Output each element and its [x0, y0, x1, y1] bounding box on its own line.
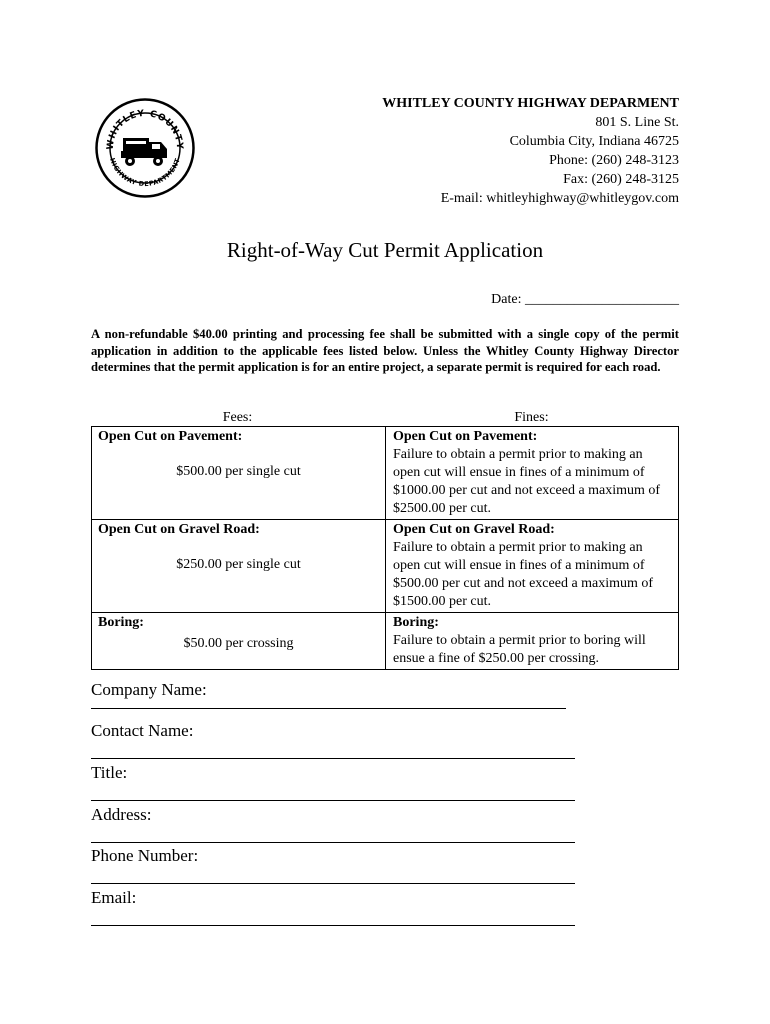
- company-name-field[interactable]: [91, 679, 566, 709]
- company-name-label: Company Name:: [91, 680, 207, 699]
- fee-notice: A non-refundable $40.00 printing and processing fee shall be submitted with a single copy of the permit application in addition to the applicable fees listed below. Unless the Whitley County Highway Director determines that the permit application is for an entire project, a separate permit is required for each road.: [91, 327, 679, 375]
- fine-cell: [386, 613, 679, 670]
- fine-cell: [386, 520, 679, 613]
- fee-title: Open Cut on Gravel Road:: [98, 522, 260, 537]
- fee-amount: $500.00 per single cut: [176, 464, 301, 479]
- fee-cell: [92, 613, 386, 670]
- svg-text:WHITLEY COUNTY: WHITLEY COUNTY: [105, 108, 185, 151]
- fee-cell: [92, 520, 386, 613]
- fine-text: Failure to obtain a permit prior to boring will ensue a fine of $250.00 per crossing.: [393, 633, 646, 666]
- address-label: Address:: [91, 805, 152, 824]
- fine-title: Open Cut on Pavement:: [393, 429, 538, 444]
- fee-amount: $250.00 per single cut: [176, 557, 301, 572]
- fees-fines-table: [91, 426, 679, 670]
- company-name-line[interactable]: [91, 708, 566, 709]
- svg-text:HIGHWAY DEPARTMENT: HIGHWAY DEPARTMENT: [108, 156, 182, 189]
- contact-name-line[interactable]: [91, 758, 575, 759]
- city-state-zip: Columbia City, Indiana 46725: [509, 134, 679, 149]
- fine-cell: [386, 427, 679, 520]
- street-address: 801 S. Line St.: [595, 115, 679, 130]
- page-title: Right-of-Way Cut Permit Application: [226, 238, 544, 262]
- contact-name-label: Contact Name:: [91, 721, 194, 740]
- fee-amount: $50.00 per crossing: [183, 636, 294, 651]
- title-field[interactable]: [91, 762, 575, 801]
- fee-title: Open Cut on Pavement:: [98, 429, 243, 444]
- county-seal-logo: [95, 98, 195, 198]
- address-field[interactable]: [91, 804, 575, 843]
- fine-text: Failure to obtain a permit prior to making an open cut will ensue in fines of a minimum of $500.00 per cut and not exceed a maximum of $1500.00 per cut.: [393, 540, 654, 609]
- fine-title: Boring:: [393, 615, 439, 630]
- table-row: [92, 520, 679, 613]
- address-line[interactable]: [91, 842, 575, 843]
- department-address-block: [382, 94, 679, 208]
- title-line[interactable]: [91, 800, 575, 801]
- phone-number: Phone: (260) 248-3123: [549, 153, 679, 168]
- fax-number: Fax: (260) 248-3125: [563, 172, 679, 187]
- email-address: E-mail: whitleyhighway@whitleygov.com: [440, 191, 679, 206]
- fee-title: Boring:: [98, 615, 144, 630]
- email-label: Email:: [91, 888, 137, 907]
- phone-number-field[interactable]: [91, 845, 575, 884]
- table-row: [92, 427, 679, 520]
- phone-number-label: Phone Number:: [91, 846, 199, 865]
- fee-cell: [92, 427, 386, 520]
- phone-number-line[interactable]: [91, 883, 575, 884]
- date-field[interactable]: Date: ______________________: [491, 292, 679, 307]
- department-name: WHITLEY COUNTY HIGHWAY DEPARMENT: [382, 96, 679, 111]
- email-field[interactable]: [91, 887, 575, 926]
- fine-title: Open Cut on Gravel Road:: [393, 522, 555, 537]
- title-label: Title:: [91, 763, 128, 782]
- fines-column-header: Fines:: [514, 410, 549, 425]
- table-row: [92, 613, 679, 670]
- contact-name-field[interactable]: [91, 720, 575, 759]
- email-line[interactable]: [91, 925, 575, 926]
- fees-column-header: Fees:: [222, 410, 253, 425]
- fine-text: Failure to obtain a permit prior to making an open cut will ensue in fines of a minimum of $1000.00 per cut and not exceed a maximum of $2500.00 per cut.: [393, 447, 661, 516]
